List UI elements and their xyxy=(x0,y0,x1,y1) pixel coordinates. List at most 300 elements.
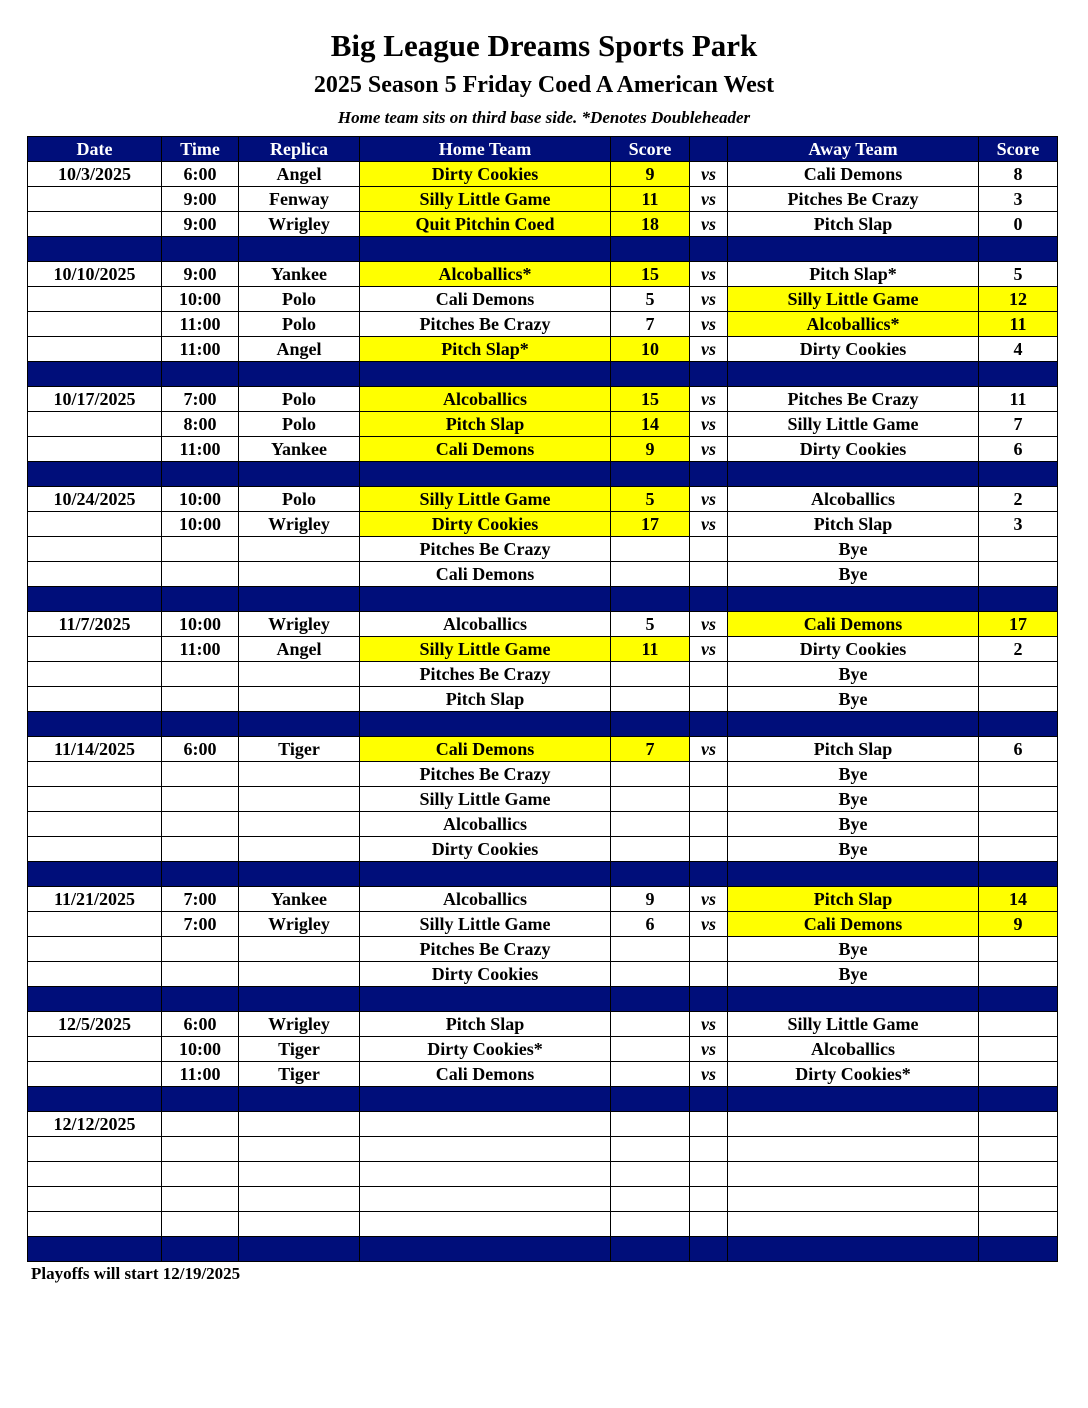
separator-cell xyxy=(360,712,611,737)
away-team-cell: Silly Little Game xyxy=(728,412,979,437)
away-score-cell: 8 xyxy=(979,162,1058,187)
time-cell xyxy=(162,537,239,562)
replica-field-cell xyxy=(239,962,360,987)
separator-cell xyxy=(360,1237,611,1262)
time-cell: 10:00 xyxy=(162,487,239,512)
time-cell xyxy=(162,762,239,787)
home-team-cell xyxy=(360,1137,611,1162)
replica-field-cell: Wrigley xyxy=(239,512,360,537)
away-score-cell xyxy=(979,787,1058,812)
replica-field-cell: Polo xyxy=(239,387,360,412)
game-row xyxy=(28,812,1058,837)
away-score-cell: 6 xyxy=(979,437,1058,462)
home-team-cell: Cali Demons xyxy=(360,1062,611,1087)
separator-cell xyxy=(162,987,239,1012)
game-row xyxy=(28,1162,1058,1187)
home-team-cell: Cali Demons xyxy=(360,737,611,762)
date-cell xyxy=(28,312,162,337)
separator-cell xyxy=(162,587,239,612)
away-team-cell: Pitch Slap xyxy=(728,887,979,912)
separator-cell xyxy=(28,587,162,612)
home-score-cell: 15 xyxy=(611,387,690,412)
date-cell xyxy=(28,187,162,212)
time-cell: 11:00 xyxy=(162,312,239,337)
away-score-cell xyxy=(979,962,1058,987)
home-team-cell: Pitches Be Crazy xyxy=(360,662,611,687)
away-score-cell: 2 xyxy=(979,487,1058,512)
vs-cell xyxy=(690,1162,728,1187)
away-score-cell: 4 xyxy=(979,337,1058,362)
date-cell: 10/17/2025 xyxy=(28,387,162,412)
date-cell xyxy=(28,837,162,862)
separator-cell xyxy=(728,1237,979,1262)
separator-cell xyxy=(690,862,728,887)
home-score-cell xyxy=(611,937,690,962)
replica-field-cell: Yankee xyxy=(239,887,360,912)
separator-cell xyxy=(979,237,1058,262)
date-cell: 12/12/2025 xyxy=(28,1112,162,1137)
separator-cell xyxy=(239,462,360,487)
vs-cell: vs xyxy=(690,637,728,662)
home-score-cell: 18 xyxy=(611,212,690,237)
vs-cell: vs xyxy=(690,187,728,212)
home-score-cell: 15 xyxy=(611,262,690,287)
home-team-cell: Alcoballics xyxy=(360,887,611,912)
home-team-cell: Silly Little Game xyxy=(360,187,611,212)
date-cell: 12/5/2025 xyxy=(28,1012,162,1037)
time-cell: 9:00 xyxy=(162,187,239,212)
game-row xyxy=(28,1212,1058,1237)
separator-cell xyxy=(162,462,239,487)
col-header-replica: Replica xyxy=(239,137,360,162)
away-team-cell: Bye xyxy=(728,662,979,687)
week-separator-row xyxy=(28,1087,1058,1112)
home-team-cell: Alcoballics* xyxy=(360,262,611,287)
home-score-cell: 6 xyxy=(611,912,690,937)
home-score-cell: 17 xyxy=(611,512,690,537)
week-separator-row xyxy=(28,987,1058,1012)
replica-field-cell xyxy=(239,1137,360,1162)
date-cell: 11/7/2025 xyxy=(28,612,162,637)
home-score-cell xyxy=(611,562,690,587)
week-separator-row xyxy=(28,862,1058,887)
separator-cell xyxy=(239,987,360,1012)
separator-cell xyxy=(611,1237,690,1262)
separator-cell xyxy=(162,362,239,387)
separator-cell xyxy=(28,1237,162,1262)
home-score-cell: 7 xyxy=(611,737,690,762)
vs-cell xyxy=(690,762,728,787)
home-score-cell: 5 xyxy=(611,287,690,312)
away-score-cell: 9 xyxy=(979,912,1058,937)
away-team-cell: Cali Demons xyxy=(728,912,979,937)
separator-cell xyxy=(690,587,728,612)
replica-field-cell: Wrigley xyxy=(239,212,360,237)
separator-cell xyxy=(979,1087,1058,1112)
separator-cell xyxy=(162,237,239,262)
game-row xyxy=(28,1137,1058,1162)
date-cell xyxy=(28,1162,162,1187)
vs-cell: vs xyxy=(690,512,728,537)
away-score-cell: 11 xyxy=(979,312,1058,337)
separator-cell xyxy=(360,462,611,487)
date-cell: 11/14/2025 xyxy=(28,737,162,762)
separator-cell xyxy=(690,462,728,487)
date-cell: 10/24/2025 xyxy=(28,487,162,512)
away-team-cell: Pitch Slap xyxy=(728,512,979,537)
game-row xyxy=(28,762,1058,787)
away-team-cell xyxy=(728,1137,979,1162)
replica-field-cell: Polo xyxy=(239,287,360,312)
separator-cell xyxy=(239,237,360,262)
game-row xyxy=(28,887,1058,912)
league-subtitle: 2025 Season 5 Friday Coed A American West xyxy=(313,72,775,98)
separator-cell xyxy=(360,987,611,1012)
home-score-cell: 9 xyxy=(611,887,690,912)
away-score-cell xyxy=(979,687,1058,712)
separator-cell xyxy=(28,712,162,737)
col-header-time: Time xyxy=(162,137,239,162)
away-team-cell: Bye xyxy=(728,787,979,812)
time-cell xyxy=(162,1187,239,1212)
replica-field-cell xyxy=(239,1112,360,1137)
replica-field-cell: Fenway xyxy=(239,187,360,212)
vs-cell: vs xyxy=(690,437,728,462)
time-cell: 11:00 xyxy=(162,1062,239,1087)
date-cell: 11/21/2025 xyxy=(28,887,162,912)
date-cell xyxy=(28,762,162,787)
date-cell xyxy=(28,937,162,962)
home-team-cell: Cali Demons xyxy=(360,562,611,587)
game-row xyxy=(28,1112,1058,1137)
separator-cell xyxy=(611,362,690,387)
away-team-cell xyxy=(728,1187,979,1212)
home-score-cell: 5 xyxy=(611,612,690,637)
away-team-cell: Cali Demons xyxy=(728,162,979,187)
home-score-cell xyxy=(611,1012,690,1037)
home-score-cell xyxy=(611,812,690,837)
game-row xyxy=(28,562,1058,587)
away-score-cell: 11 xyxy=(979,387,1058,412)
away-team-cell: Bye xyxy=(728,937,979,962)
replica-field-cell: Wrigley xyxy=(239,612,360,637)
separator-cell xyxy=(979,587,1058,612)
home-team-cell xyxy=(360,1112,611,1137)
game-row xyxy=(28,1187,1058,1212)
vs-cell: vs xyxy=(690,162,728,187)
vs-cell xyxy=(690,1112,728,1137)
replica-field-cell: Yankee xyxy=(239,262,360,287)
separator-cell xyxy=(611,862,690,887)
separator-cell xyxy=(239,712,360,737)
separator-cell xyxy=(979,987,1058,1012)
away-score-cell xyxy=(979,762,1058,787)
vs-cell xyxy=(690,662,728,687)
col-header-vs xyxy=(690,137,728,162)
home-team-cell: Pitch Slap xyxy=(360,1012,611,1037)
game-row xyxy=(28,387,1058,412)
date-cell: 10/10/2025 xyxy=(28,262,162,287)
time-cell xyxy=(162,687,239,712)
time-cell: 6:00 xyxy=(162,1012,239,1037)
home-team-cell: Cali Demons xyxy=(360,287,611,312)
away-score-cell: 5 xyxy=(979,262,1058,287)
date-cell xyxy=(28,1187,162,1212)
replica-field-cell: Tiger xyxy=(239,1062,360,1087)
date-cell xyxy=(28,912,162,937)
time-cell: 7:00 xyxy=(162,387,239,412)
replica-field-cell: Polo xyxy=(239,487,360,512)
away-team-cell: Pitches Be Crazy xyxy=(728,387,979,412)
vs-cell: vs xyxy=(690,212,728,237)
time-cell: 8:00 xyxy=(162,412,239,437)
away-team-cell: Alcoballics xyxy=(728,487,979,512)
date-cell xyxy=(28,212,162,237)
home-team-cell: Cali Demons xyxy=(360,437,611,462)
separator-cell xyxy=(979,462,1058,487)
date-cell xyxy=(28,787,162,812)
replica-field-cell xyxy=(239,1162,360,1187)
replica-field-cell xyxy=(239,687,360,712)
separator-cell xyxy=(728,712,979,737)
week-separator-row xyxy=(28,237,1058,262)
date-cell xyxy=(28,1062,162,1087)
home-score-cell xyxy=(611,787,690,812)
game-row xyxy=(28,212,1058,237)
game-row xyxy=(28,737,1058,762)
separator-cell xyxy=(239,1087,360,1112)
game-row xyxy=(28,662,1058,687)
separator-cell xyxy=(611,587,690,612)
home-score-cell: 14 xyxy=(611,412,690,437)
date-cell xyxy=(28,437,162,462)
replica-field-cell: Wrigley xyxy=(239,912,360,937)
away-score-cell: 17 xyxy=(979,612,1058,637)
home-team-cell xyxy=(360,1212,611,1237)
away-team-cell: Dirty Cookies xyxy=(728,637,979,662)
replica-field-cell xyxy=(239,1187,360,1212)
separator-cell xyxy=(28,362,162,387)
separator-cell xyxy=(690,987,728,1012)
header-row xyxy=(28,137,1058,162)
time-cell xyxy=(162,1112,239,1137)
separator-cell xyxy=(28,237,162,262)
vs-cell: vs xyxy=(690,412,728,437)
game-row xyxy=(28,1062,1058,1087)
home-team-cell: Dirty Cookies xyxy=(360,837,611,862)
home-score-cell xyxy=(611,537,690,562)
vs-cell: vs xyxy=(690,912,728,937)
replica-field-cell xyxy=(239,937,360,962)
replica-field-cell: Polo xyxy=(239,412,360,437)
away-team-cell: Cali Demons xyxy=(728,612,979,637)
home-score-cell: 5 xyxy=(611,487,690,512)
replica-field-cell xyxy=(239,762,360,787)
col-header-away-team: Away Team xyxy=(728,137,979,162)
away-team-cell: Bye xyxy=(728,962,979,987)
away-score-cell xyxy=(979,537,1058,562)
vs-cell xyxy=(690,787,728,812)
home-team-cell: Pitches Be Crazy xyxy=(360,312,611,337)
replica-field-cell: Wrigley xyxy=(239,1012,360,1037)
away-score-cell xyxy=(979,562,1058,587)
time-cell: 10:00 xyxy=(162,1037,239,1062)
separator-cell xyxy=(239,1237,360,1262)
game-row xyxy=(28,687,1058,712)
vs-cell xyxy=(690,1187,728,1212)
separator-cell xyxy=(728,587,979,612)
home-team-cell: Dirty Cookies xyxy=(360,962,611,987)
separator-cell xyxy=(979,862,1058,887)
away-score-cell xyxy=(979,1037,1058,1062)
vs-cell xyxy=(690,812,728,837)
separator-cell xyxy=(162,1087,239,1112)
separator-cell xyxy=(239,862,360,887)
time-cell xyxy=(162,1212,239,1237)
separator-cell xyxy=(728,237,979,262)
replica-field-cell: Polo xyxy=(239,312,360,337)
home-score-cell: 10 xyxy=(611,337,690,362)
away-team-cell xyxy=(728,1212,979,1237)
vs-cell: vs xyxy=(690,1037,728,1062)
separator-cell xyxy=(611,237,690,262)
game-row xyxy=(28,1012,1058,1037)
home-score-cell xyxy=(611,687,690,712)
time-cell: 9:00 xyxy=(162,212,239,237)
away-team-cell: Bye xyxy=(728,562,979,587)
away-score-cell: 3 xyxy=(979,187,1058,212)
home-score-cell xyxy=(611,762,690,787)
away-team-cell: Pitch Slap xyxy=(728,737,979,762)
separator-cell xyxy=(360,862,611,887)
replica-field-cell xyxy=(239,562,360,587)
game-row xyxy=(28,162,1058,187)
date-cell xyxy=(28,687,162,712)
separator-cell xyxy=(360,237,611,262)
separator-cell xyxy=(611,1087,690,1112)
week-separator-row xyxy=(28,362,1058,387)
away-score-cell xyxy=(979,1212,1058,1237)
separator-cell xyxy=(979,1237,1058,1262)
away-score-cell: 3 xyxy=(979,512,1058,537)
home-team-cell: Silly Little Game xyxy=(360,487,611,512)
date-cell xyxy=(28,1212,162,1237)
home-score-cell xyxy=(611,1112,690,1137)
vs-cell xyxy=(690,937,728,962)
game-row xyxy=(28,637,1058,662)
game-row xyxy=(28,437,1058,462)
vs-cell xyxy=(690,562,728,587)
time-cell xyxy=(162,837,239,862)
separator-cell xyxy=(728,862,979,887)
replica-field-cell: Angel xyxy=(239,337,360,362)
vs-cell xyxy=(690,962,728,987)
vs-cell: vs xyxy=(690,312,728,337)
away-score-cell xyxy=(979,1012,1058,1037)
game-row xyxy=(28,1037,1058,1062)
game-row xyxy=(28,262,1058,287)
separator-cell xyxy=(360,362,611,387)
date-cell xyxy=(28,637,162,662)
vs-cell: vs xyxy=(690,262,728,287)
game-row xyxy=(28,287,1058,312)
time-cell: 7:00 xyxy=(162,887,239,912)
home-team-cell: Silly Little Game xyxy=(360,912,611,937)
game-row xyxy=(28,612,1058,637)
replica-field-cell xyxy=(239,812,360,837)
away-score-cell: 0 xyxy=(979,212,1058,237)
date-cell xyxy=(28,337,162,362)
away-score-cell xyxy=(979,662,1058,687)
separator-cell xyxy=(162,712,239,737)
home-score-cell: 9 xyxy=(611,162,690,187)
time-cell xyxy=(162,662,239,687)
separator-cell xyxy=(611,462,690,487)
schedule-table xyxy=(27,136,1058,1262)
vs-cell xyxy=(690,837,728,862)
date-cell: 10/3/2025 xyxy=(28,162,162,187)
away-team-cell: Bye xyxy=(728,537,979,562)
replica-field-cell: Angel xyxy=(239,162,360,187)
separator-cell xyxy=(690,1087,728,1112)
date-cell xyxy=(28,512,162,537)
vs-cell: vs xyxy=(690,737,728,762)
time-cell: 6:00 xyxy=(162,162,239,187)
home-team-cell: Pitch Slap xyxy=(360,412,611,437)
replica-field-cell xyxy=(239,1212,360,1237)
away-team-cell: Bye xyxy=(728,812,979,837)
vs-cell: vs xyxy=(690,887,728,912)
date-cell xyxy=(28,562,162,587)
time-cell xyxy=(162,812,239,837)
home-team-cell: Pitch Slap* xyxy=(360,337,611,362)
separator-cell xyxy=(239,362,360,387)
time-cell: 11:00 xyxy=(162,637,239,662)
date-cell xyxy=(28,812,162,837)
playoffs-note: Playoffs will start 12/19/2025 xyxy=(31,1264,241,1283)
vs-cell: vs xyxy=(690,287,728,312)
separator-cell xyxy=(611,712,690,737)
time-cell: 9:00 xyxy=(162,262,239,287)
vs-cell xyxy=(690,687,728,712)
vs-cell xyxy=(690,537,728,562)
game-row xyxy=(28,962,1058,987)
away-score-cell: 12 xyxy=(979,287,1058,312)
week-separator-row xyxy=(28,587,1058,612)
replica-field-cell xyxy=(239,537,360,562)
home-score-cell: 11 xyxy=(611,187,690,212)
separator-cell xyxy=(690,712,728,737)
time-cell: 7:00 xyxy=(162,912,239,937)
separator-cell xyxy=(728,462,979,487)
time-cell: 6:00 xyxy=(162,737,239,762)
home-team-cell: Dirty Cookies xyxy=(360,162,611,187)
away-team-cell: Bye xyxy=(728,837,979,862)
date-cell xyxy=(28,1137,162,1162)
col-header-home-team: Home Team xyxy=(360,137,611,162)
home-team-cell: Pitches Be Crazy xyxy=(360,762,611,787)
home-score-cell xyxy=(611,1187,690,1212)
time-cell xyxy=(162,1137,239,1162)
date-cell xyxy=(28,412,162,437)
separator-cell xyxy=(690,237,728,262)
time-cell: 10:00 xyxy=(162,512,239,537)
home-team-cell: Alcoballics xyxy=(360,387,611,412)
separator-cell xyxy=(728,987,979,1012)
time-cell xyxy=(162,787,239,812)
away-team-cell: Bye xyxy=(728,762,979,787)
replica-field-cell xyxy=(239,662,360,687)
